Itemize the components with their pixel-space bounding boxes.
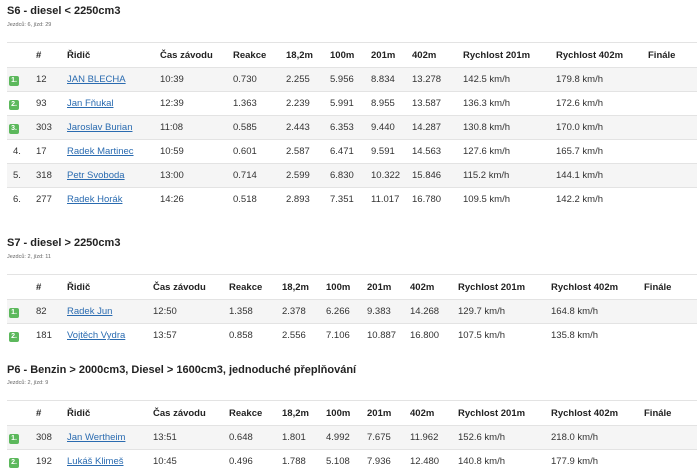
final-cell: [642, 300, 697, 324]
speed-402m-cell: 165.7 km/h: [556, 146, 603, 157]
position: 6.: [13, 194, 21, 206]
speed-201m-cell: 130.8 km/h: [463, 122, 510, 133]
column-header: [7, 275, 34, 300]
column-header: 402m: [410, 407, 435, 419]
reaction-time-cell: 0.648: [229, 432, 253, 443]
time-100m-cell: 6.266: [326, 306, 350, 317]
column-header: 201m: [371, 49, 396, 61]
position-cell: [7, 164, 34, 188]
position-cell: [7, 450, 34, 474]
position: 5.: [13, 170, 21, 181]
position-cell: [7, 116, 34, 140]
column-header: Čas závodu: [160, 49, 213, 61]
bib-number-cell: 17: [36, 146, 47, 157]
column-header: 18,2m: [282, 407, 309, 419]
driver-cell: [65, 188, 158, 212]
driver-link[interactable]: Jaroslav Burian: [67, 122, 133, 133]
reaction-time-cell: 0.730: [233, 74, 257, 85]
reaction-time-cell: 0.714: [233, 170, 257, 181]
final-cell: [646, 68, 697, 92]
bib-number-cell: 308: [36, 432, 52, 443]
speed-402m-cell: 164.8 km/h: [551, 306, 598, 317]
driver-cell: [65, 300, 151, 324]
column-header: Řidič: [67, 281, 91, 293]
time-18m-cell: 2.599: [286, 170, 310, 181]
time-402m-cell: 14.563: [412, 146, 442, 157]
table-row: [7, 300, 697, 324]
column-header: Řidič: [67, 407, 91, 419]
table-header-row: [7, 275, 697, 300]
time-201m-cell: 10.322: [371, 170, 401, 181]
reaction-time-cell: 0.601: [233, 146, 257, 157]
time-402m-cell: 14.287: [412, 122, 442, 133]
column-header: Řidič: [67, 49, 91, 61]
column-header: Čas závodu: [153, 407, 206, 419]
driver-link[interactable]: Vojtěch Vydra: [67, 330, 126, 342]
column-header: Rychlost 201m: [458, 281, 526, 293]
table-row: [7, 324, 697, 348]
speed-201m-cell: 142.5 km/h: [463, 74, 510, 85]
time-201m-cell: 8.834: [371, 74, 395, 85]
race-time-cell: 13:00: [160, 170, 184, 181]
time-402m-cell: 16.800: [410, 330, 440, 342]
column-header: 100m: [326, 281, 351, 293]
column-header: #: [36, 49, 42, 61]
time-18m-cell: 2.587: [286, 146, 310, 157]
speed-402m-cell: 172.6 km/h: [556, 98, 603, 109]
speed-402m-cell: 177.9 km/h: [551, 456, 598, 468]
table-row: [7, 450, 697, 474]
table-header-row: [7, 43, 697, 68]
column-header: Rychlost 402m: [551, 281, 619, 293]
driver-cell: [65, 450, 151, 474]
results-table: [7, 274, 697, 348]
race-time-cell: 10:39: [160, 74, 184, 85]
time-402m-cell: 15.846: [412, 170, 442, 181]
time-100m-cell: 6.830: [330, 170, 354, 181]
driver-cell: [65, 68, 158, 92]
section-subtitle: Jezdců: 2, jízd: 11: [7, 254, 51, 260]
position-cell: [7, 426, 34, 450]
column-header: 18,2m: [286, 49, 313, 61]
race-time-cell: 13:51: [153, 432, 177, 443]
time-18m-cell: 1.801: [282, 432, 306, 443]
position-badge: 2.: [9, 332, 19, 342]
section-subtitle: Jezdců: 2, jízd: 9: [7, 380, 49, 386]
bib-number-cell: 303: [36, 122, 52, 133]
race-time-cell: 12:50: [153, 306, 177, 317]
time-201m-cell: 11.017: [371, 194, 400, 206]
speed-402m-cell: 179.8 km/h: [556, 74, 603, 85]
bib-number-cell: 192: [36, 456, 52, 468]
time-18m-cell: 2.556: [282, 330, 306, 342]
time-201m-cell: 9.440: [371, 122, 395, 133]
time-201m-cell: 8.955: [371, 98, 395, 109]
column-header: 100m: [326, 407, 351, 419]
bib-number-cell: 181: [36, 330, 52, 342]
position-cell: [7, 68, 34, 92]
time-18m-cell: 2.255: [286, 74, 310, 85]
driver-cell: [65, 116, 158, 140]
position-badge: 2.: [9, 100, 19, 110]
column-header: Rychlost 402m: [556, 49, 624, 61]
bib-number-cell: 277: [36, 194, 52, 206]
section-title: S7 - diesel > 2250cm3: [7, 237, 121, 249]
column-header: Finále: [648, 49, 676, 61]
position-cell: [7, 300, 34, 324]
driver-link[interactable]: Jan Fňukal: [67, 98, 114, 109]
speed-402m-cell: 218.0 km/h: [551, 432, 598, 443]
final-cell: [646, 92, 697, 116]
speed-402m-cell: 135.8 km/h: [551, 330, 598, 342]
race-time-cell: 12:39: [160, 98, 184, 109]
reaction-time-cell: 0.858: [229, 330, 253, 342]
final-cell: [646, 188, 697, 212]
time-18m-cell: 2.378: [282, 306, 306, 317]
driver-cell: [65, 92, 158, 116]
time-201m-cell: 7.936: [367, 456, 391, 468]
driver-cell: [65, 140, 158, 164]
time-18m-cell: 2.239: [286, 98, 310, 109]
time-100m-cell: 5.108: [326, 456, 350, 468]
final-cell: [646, 140, 697, 164]
final-cell: [642, 324, 697, 348]
position-badge: 1.: [9, 76, 19, 86]
speed-201m-cell: 115.2 km/h: [463, 170, 510, 181]
table-row: [7, 426, 697, 450]
time-402m-cell: 13.587: [412, 98, 442, 109]
column-header: Finále: [644, 407, 672, 419]
reaction-time-cell: 0.496: [229, 456, 253, 468]
time-100m-cell: 6.353: [330, 122, 354, 133]
reaction-time-cell: 1.358: [229, 306, 253, 317]
column-header: Rychlost 402m: [551, 407, 619, 419]
time-100m-cell: 6.471: [330, 146, 354, 157]
race-time-cell: 10:45: [153, 456, 177, 468]
race-time-cell: 11:08: [160, 122, 184, 133]
time-402m-cell: 11.962: [410, 432, 439, 443]
time-18m-cell: 2.893: [286, 194, 310, 206]
driver-link[interactable]: JAN BLECHA: [67, 74, 126, 85]
position-badge: 2.: [9, 458, 19, 468]
position-cell: [7, 188, 34, 212]
time-100m-cell: 5.991: [330, 98, 354, 109]
driver-link[interactable]: Lukáš Klimeš: [67, 456, 124, 468]
time-402m-cell: 13.278: [412, 74, 442, 85]
speed-201m-cell: 129.7 km/h: [458, 306, 505, 317]
driver-link[interactable]: Radek Horák: [67, 194, 123, 206]
table-row: [7, 188, 697, 212]
column-header: #: [36, 281, 42, 293]
time-201m-cell: 9.383: [367, 306, 391, 317]
time-100m-cell: 7.351: [330, 194, 354, 206]
speed-201m-cell: 152.6 km/h: [458, 432, 505, 443]
table-row: [7, 68, 697, 92]
column-header: Finále: [644, 281, 672, 293]
driver-link[interactable]: Jan Wertheim: [67, 432, 126, 443]
speed-201m-cell: 109.5 km/h: [463, 194, 510, 206]
final-cell: [646, 164, 697, 188]
bib-number-cell: 12: [36, 74, 47, 85]
column-header: Reakce: [233, 49, 267, 61]
table-row: [7, 92, 697, 116]
driver-cell: [65, 164, 158, 188]
speed-201m-cell: 127.6 km/h: [463, 146, 510, 157]
time-201m-cell: 10.887: [367, 330, 397, 342]
reaction-time-cell: 1.363: [233, 98, 257, 109]
time-18m-cell: 1.788: [282, 456, 306, 468]
results-table: [7, 42, 697, 212]
driver-link[interactable]: Radek Martinec: [67, 146, 134, 157]
column-header: Reakce: [229, 281, 263, 293]
reaction-time-cell: 0.585: [233, 122, 257, 133]
speed-201m-cell: 107.5 km/h: [458, 330, 505, 342]
column-header: Rychlost 201m: [458, 407, 526, 419]
column-header: #: [36, 407, 42, 419]
time-100m-cell: 7.106: [326, 330, 350, 342]
driver-link[interactable]: Radek Jun: [67, 306, 113, 317]
race-time-cell: 13:57: [153, 330, 177, 342]
section-title: S6 - diesel < 2250cm3: [7, 5, 121, 17]
bib-number-cell: 93: [36, 98, 47, 109]
time-100m-cell: 5.956: [330, 74, 354, 85]
time-201m-cell: 7.675: [367, 432, 391, 443]
final-cell: [642, 426, 697, 450]
section-subtitle: Jezdců: 6, jízd: 29: [7, 22, 52, 28]
speed-201m-cell: 136.3 km/h: [463, 98, 510, 109]
speed-402m-cell: 170.0 km/h: [556, 122, 603, 133]
column-header: 201m: [367, 281, 392, 293]
results-table: [7, 400, 697, 474]
position-cell: [7, 324, 34, 348]
position-badge: 1.: [9, 308, 19, 318]
time-402m-cell: 14.268: [410, 306, 440, 317]
time-100m-cell: 4.992: [326, 432, 350, 443]
position-badge: 3.: [9, 124, 19, 134]
bib-number-cell: 82: [36, 306, 47, 317]
driver-link[interactable]: Petr Svoboda: [67, 170, 125, 181]
column-header: 402m: [410, 281, 435, 293]
results-section-s6: [0, 0, 700, 232]
time-402m-cell: 16.780: [412, 194, 442, 206]
results-section-s7: [0, 232, 700, 360]
table-header-row: [7, 401, 697, 426]
column-header: Rychlost 201m: [463, 49, 531, 61]
bib-number-cell: 318: [36, 170, 52, 181]
time-201m-cell: 9.591: [371, 146, 395, 157]
speed-201m-cell: 140.8 km/h: [458, 456, 505, 468]
results-section-p6: [0, 360, 700, 474]
column-header: 201m: [367, 407, 392, 419]
column-header: 18,2m: [282, 281, 309, 293]
race-time-cell: 14:26: [160, 194, 184, 206]
table-row: [7, 164, 697, 188]
column-header: Čas závodu: [153, 281, 206, 293]
position: 4.: [13, 146, 21, 157]
driver-cell: [65, 426, 151, 450]
driver-cell: [65, 324, 151, 348]
table-row: [7, 116, 697, 140]
speed-402m-cell: 144.1 km/h: [556, 170, 603, 181]
table-row: [7, 140, 697, 164]
column-header: [7, 401, 34, 426]
column-header: [7, 43, 34, 68]
section-title: P6 - Benzin > 2000cm3, Diesel > 1600cm3, jednoduché přeplňování: [7, 364, 357, 376]
speed-402m-cell: 142.2 km/h: [556, 194, 603, 206]
final-cell: [642, 450, 697, 474]
reaction-time-cell: 0.518: [233, 194, 257, 206]
final-cell: [646, 116, 697, 140]
column-header: 402m: [412, 49, 437, 61]
position-cell: [7, 92, 34, 116]
time-402m-cell: 12.480: [410, 456, 440, 468]
position-badge: 1.: [9, 434, 19, 444]
column-header: Reakce: [229, 407, 263, 419]
position-cell: [7, 140, 34, 164]
time-18m-cell: 2.443: [286, 122, 310, 133]
column-header: 100m: [330, 49, 355, 61]
race-time-cell: 10:59: [160, 146, 184, 157]
